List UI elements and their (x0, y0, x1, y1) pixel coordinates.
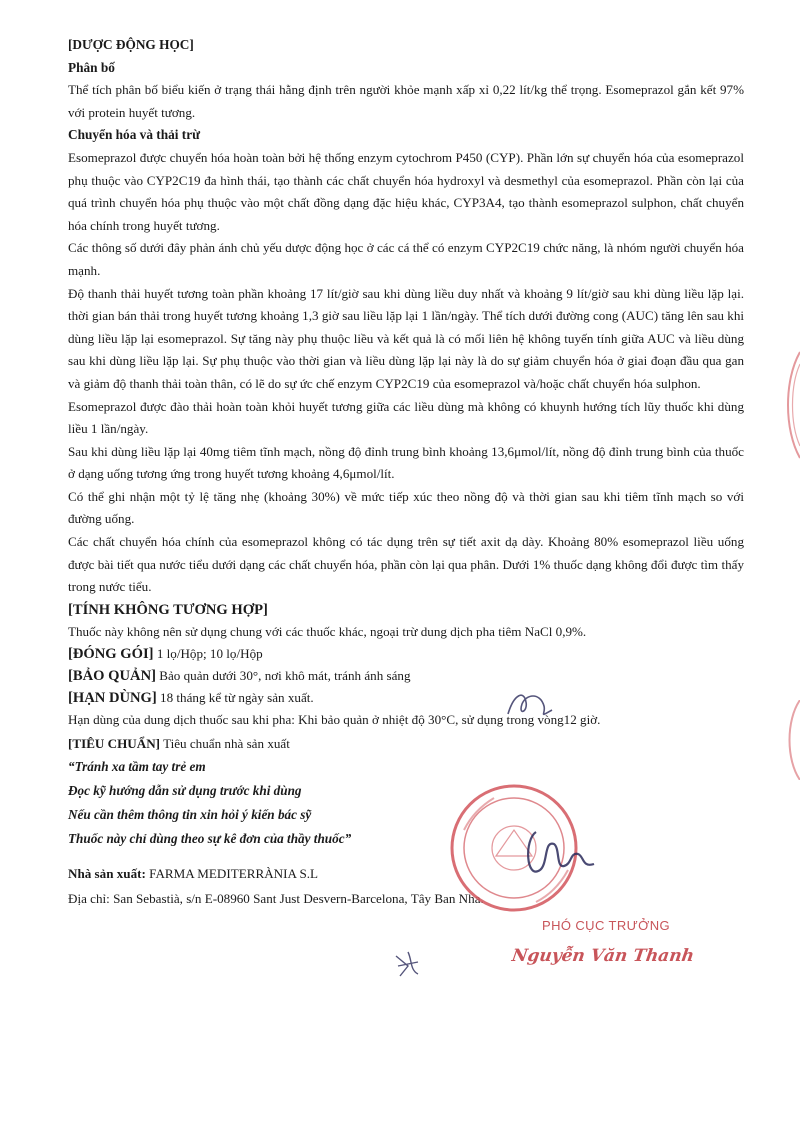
metabolism-heading: Chuyển hóa và thải trừ (68, 127, 201, 143)
metabolism-paragraph: Sau khi dùng liều lặp lại 40mg tiêm tĩnh mạch, nồng độ đỉnh trung bình khoảng 13,6μmol/lít, nồng độ đỉnh trung bình của thuốc ở dạng uống tương ứng trong huyết tương khoảng 4,6μmol/lít. (68, 443, 744, 482)
document-body (68, 34, 744, 910)
storage-text: Bảo quản dưới 30°, nơi khô mát, tránh ánh sáng (155, 667, 411, 683)
shelf-life-line (68, 687, 744, 709)
incompatibility-heading: [TÍNH KHÔNG TƯƠNG HỢP] (68, 601, 268, 618)
signature-title: PHÓ CỤC TRƯỞNG (542, 918, 671, 933)
storage-line (68, 665, 744, 687)
metabolism-paragraph: Các chất chuyển hóa chính của esomeprazol không có tác dụng trên sự tiết axit dạ dày. Khoảng 80% esomeprazol liều uống được bài tiết qua nước tiểu dưới dạng các chất chuyển hóa, phần còn lại qua phân. Dưới 1% thuốc dạng không đổi được tìm thấy trong nước tiểu. (68, 534, 744, 595)
address-line (68, 888, 744, 910)
shelf-life-text: 18 tháng kể từ ngày sản xuất. (156, 689, 314, 705)
warning-line: “Tránh xa tầm tay trẻ em (68, 759, 206, 775)
warning-line: Thuốc này chỉ dùng theo sự kê đơn của thầy thuốc” (68, 831, 352, 847)
metabolism-paragraph: Các thông số dưới đây phản ánh chủ yếu dược động học ở các cá thể có enzym CYP2C19 chức năng, là nhóm người chuyển hóa mạnh. (68, 240, 744, 278)
initial-scribble-icon (390, 946, 426, 982)
distribution-text: Thể tích phân bố biểu kiến ở trạng thái hằng định trên người khỏe mạnh xấp xỉ 0,22 lít/kg thể trọng. Esomeprazol gắn kết 97% với protein huyết tương. (68, 82, 744, 120)
standard-text: Tiêu chuẩn nhà sản xuất (160, 736, 290, 752)
packaging-text: 1 lọ/Hộp; 10 lọ/Hộp (153, 645, 263, 661)
packaging-label: [ĐÓNG GÓI] (68, 645, 154, 662)
edge-stamp-icon (778, 700, 800, 780)
metabolism-paragraph: Esomeprazol được chuyển hóa hoàn toàn bởi hệ thống enzym cytochrom P450 (CYP). Phần lớn sự chuyển hóa của esomeprazol phụ thuộc vào CYP2C19 đa hình thái, tạo thành các chất chuyển hóa hydroxyl và desmethyl của esomeprazol. Phần còn lại của quá trình chuyển hóa phụ thuộc vào một chất đồng dạng đặc hiệu khác, CYP3A4, tạo thành esomeprazol sulphon, chất chuyển hóa chính trong huyết tương. (68, 149, 744, 233)
shelf-life-label: [HẠN DÙNG] (68, 689, 157, 706)
official-stamp-icon (444, 770, 614, 930)
pharmacokinetics-heading: [DƯỢC ĐỘNG HỌC] (68, 37, 194, 52)
distribution-heading: Phân bố (68, 59, 115, 75)
metabolism-paragraph: Esomeprazol được đào thải hoàn toàn khỏi huyết tương giữa các liều dùng mà không có khuynh hướng tích lũy thuốc khi dùng liều 1 lần/ngày. (68, 398, 744, 437)
standard-label: [TIÊU CHUẨN] (68, 736, 161, 752)
reconstituted-shelf-life: Hạn dùng của dung dịch thuốc sau khi pha: Khi bảo quản ở nhiệt độ 30°C, sử dụng trong vòng12 giờ. (68, 711, 601, 727)
initial-scribble-icon (500, 684, 560, 724)
warning-line: Đọc kỹ hướng dẫn sử dụng trước khi dùng (68, 783, 302, 799)
manufacturer-label: Nhà sản xuất: (68, 866, 146, 882)
edge-stamp-icon (778, 350, 800, 460)
incompatibility-text: Thuốc này không nên sử dụng chung với các thuốc khác, ngoại trừ dung dịch pha tiêm NaCl 0,9%. (68, 623, 587, 639)
standard-line (68, 733, 744, 755)
packaging-line (68, 643, 744, 665)
manufacturer-line (68, 863, 744, 885)
storage-label: [BẢO QUẢN] (68, 667, 156, 684)
warning-line: Nếu cần thêm thông tin xin hỏi ý kiến bác sỹ (68, 807, 312, 823)
manufacturer-name: FARMA MEDITERRÀNIA S.L (145, 866, 319, 882)
address-label: Địa chỉ: (68, 891, 110, 907)
metabolism-paragraph: Có thể ghi nhận một tỷ lệ tăng nhẹ (khoảng 30%) về mức tiếp xúc theo nồng độ và thời gian sau khi tiêm tĩnh mạch so với đường uống. (68, 488, 744, 527)
address-text: San Sebastià, s/n E-08960 Sant Just Desvern-Barcelona, Tây Ban Nha. (109, 891, 484, 907)
signature-name: Nguyễn Văn Thanh (510, 946, 696, 966)
metabolism-paragraph: Độ thanh thải huyết tương toàn phần khoảng 17 lít/giờ sau khi dùng liều duy nhất và khoảng 9 lít/giờ sau khi dùng liều lặp lại. thời gian bán thải trong huyết tương khoảng 1,3 giờ sau liều lặp lại 1 lần/ngày. Thể tích dưới đường cong (AUC) tăng lên sau khi dùng liều lặp lại esomeprazol. Sự tăng này phụ thuộc liều và kết quả là có mối liên hệ không tuyến tính giữa AUC và liều dùng sau khi dùng liều lặp lại. Sự phụ thuộc vào thời gian và liều dùng lặp lại này là do sự giảm chuyển hóa ở giai đoạn đầu qua gan và giảm độ thanh thải toàn thân, có lẽ do sự ức chế enzym CYP2C19 của esomeprazol và/hoặc chất chuyển hóa sulphon. (68, 285, 744, 391)
